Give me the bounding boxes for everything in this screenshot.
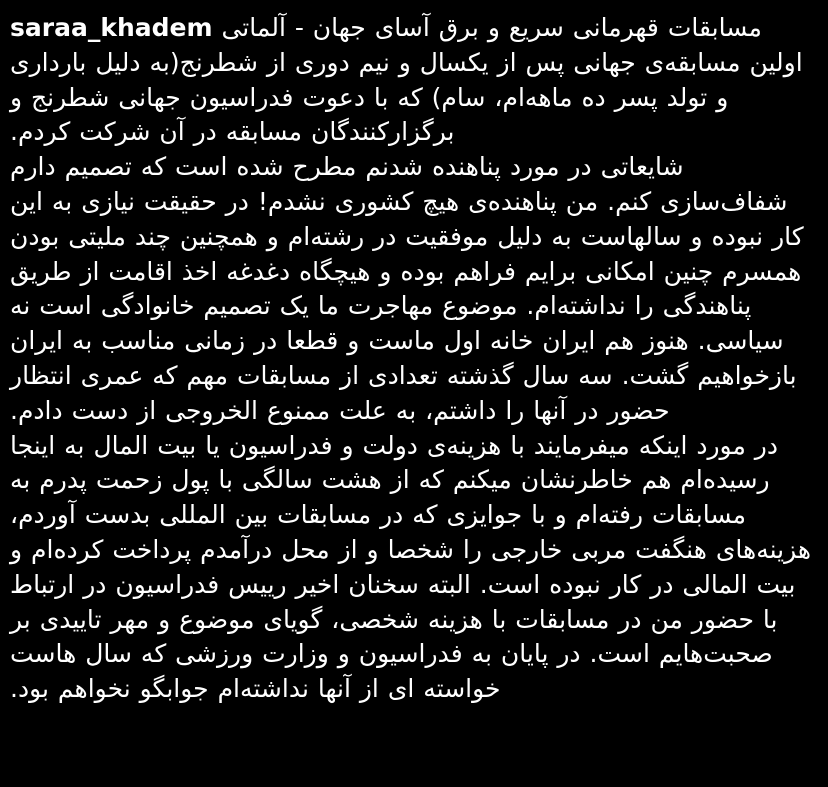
post-title-text: مسابقات قهرمانی سریع و برق آسای جهان - آلماتی (221, 13, 762, 42)
caption-paragraph: در مورد اینکه میفرمایند با هزینه‌ی دولت و فدراسیون یا بیت المال به اینجا رسیده‌ام هم خاطرنشان میکنم که از هشت سالگی با پول زحمت پدرم به مسابقات رفته‌ام و با جوایزی که در مسابقات بین المللی بدست آوردم، هزینه‌های هنگفت مربی خارجی را شخصا و از محل درآمدم پرداخت کرده‌ام و بیت المالی در کار نبوده است. البته سخنان اخیر رییس فدراسیون در ارتباط با حضور من در مسابقات با هزینه شخصی، گویای موضوع و مهر تاییدی بر صحبت‌هایم است. در پایان به فدراسیون و وزارت ورزشی که سال هاست خواسته ای از آنها نداشته‌ام جوابگو نخواهم بود. (10, 430, 812, 704)
caption-paragraph: اولین مسابقه‌ی جهانی پس از یکسال و نیم دوری از شطرنج(به دلیل بارداری و تولد پسر ده ماهه‌ام، سام) که با دعوت فدراسیون جهانی شطرنج و برگزارکنندگان مسابقه در آن شرکت کردم. (10, 47, 803, 147)
caption-paragraph: شایعاتی در مورد پناهنده شدنم مطرح شده است که تصمیم دارم شفاف‌سازی کنم. من پناهنده‌ی هیچ کشوری نشدم! در حقیقت نیازی به این کار نبوده و سالهاست به دلیل موفقیت در رشته‌ام و همچنین چند ملیتی بودن همسرم چنین امکانی برایم فراهم بوده و هیچگاه دغدغه اخذ اقامت از طریق پناهندگی را نداشته‌ام. موضوع مهاجرت ما یک تصمیم خانوادگی است نه سیاسی. هنوز هم ایران خانه اول ماست و قطعا در زمانی مناسب به ایران بازخواهیم گشت. سه سال گذشته تعدادی از مسابقات مهم که عمری انتظار حضور در آنها را داشتم، به علت ممنوع الخروجی از دست دادم. (10, 152, 804, 425)
caption-first-line (10, 11, 818, 46)
username-link[interactable]: saraa_khadem (10, 13, 213, 42)
